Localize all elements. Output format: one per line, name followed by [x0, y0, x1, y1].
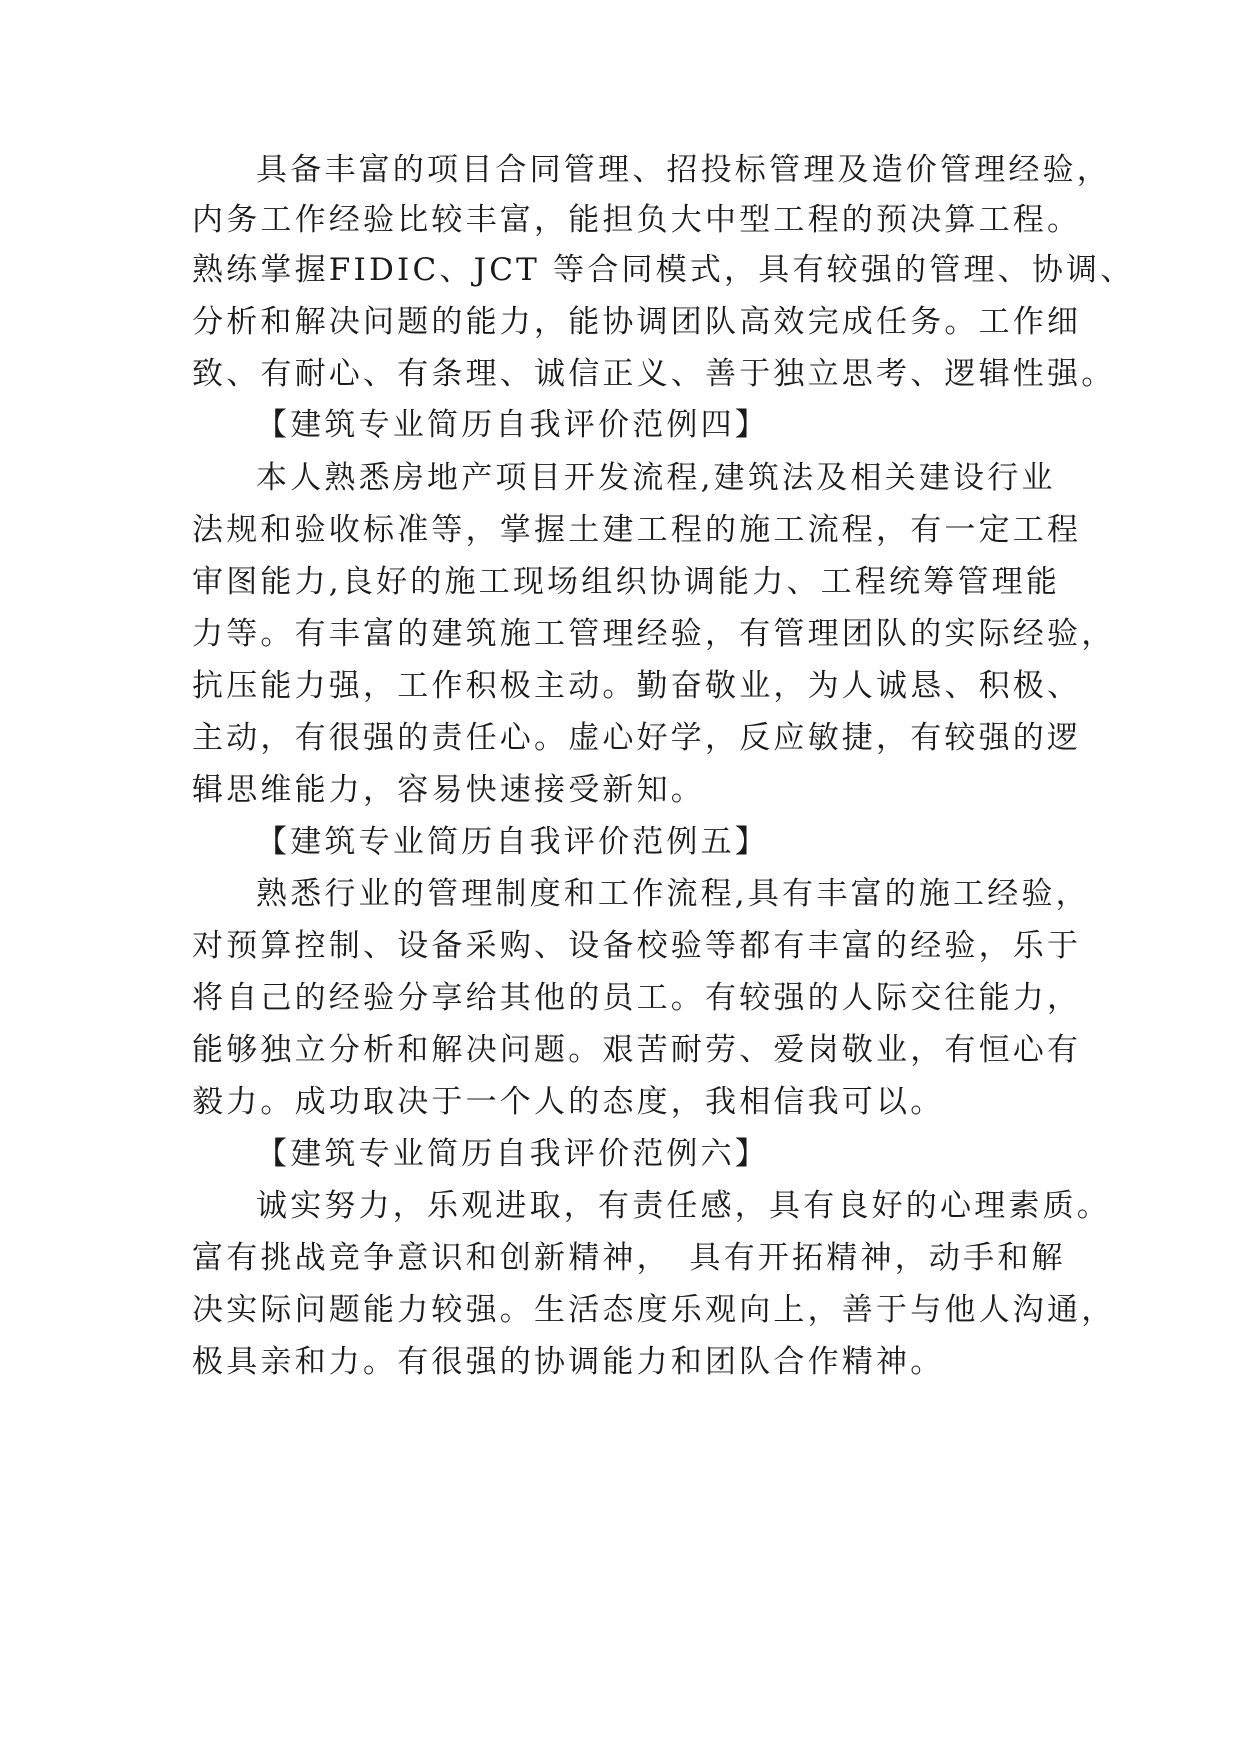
paragraph-line: 具备丰富的项目合同管理、招投标管理及造价管理经验， [256, 152, 1111, 188]
paragraph-line: 极具亲和力。有很强的协调能力和团队合作精神。 [192, 1344, 945, 1380]
section-heading: 【建筑专业简历自我评价范例六】 [256, 1136, 769, 1172]
paragraph-line: 内务工作经验比较丰富，能担负大中型工程的预决算工程。 [192, 202, 1082, 238]
paragraph-line: 致、有耐心、有条理、诚信正义、善于独立思考、逻辑性强。 [192, 356, 1116, 392]
paragraph-line: 辑思维能力，容易快速接受新知。 [192, 772, 705, 808]
paragraph-line: 毅力。成功取决于一个人的态度，我相信我可以。 [192, 1084, 945, 1120]
paragraph-line: 力等。有丰富的建筑施工管理经验，有管理团队的实际经验， [192, 616, 1116, 652]
paragraph-line: 本人熟悉房地产项目开发流程,建筑法及相关建设行业 [256, 460, 1056, 496]
paragraph-line: 熟练掌握FIDIC、JCT 等合同模式，具有较强的管理、协调、 [192, 252, 1135, 288]
paragraph-line: 富有挑战竞争意识和创新精神， 具有开拓精神，动手和解 [192, 1240, 1066, 1276]
paragraph-line: 抗压能力强，工作积极主动。勤奋敬业，为人诚恳、积极、 [192, 668, 1082, 704]
paragraph-line: 将自己的经验分享给其他的员工。有较强的人际交往能力， [192, 980, 1082, 1016]
paragraph-line: 分析和解决问题的能力，能协调团队高效完成任务。工作细 [192, 304, 1082, 340]
paragraph-line: 决实际问题能力较强。生活态度乐观向上，善于与他人沟通， [192, 1292, 1116, 1328]
paragraph-line: 诚实努力，乐观进取，有责任感，具有良好的心理素质。 [256, 1188, 1111, 1224]
paragraph-line: 对预算控制、设备采购、设备校验等都有丰富的经验，乐于 [192, 928, 1082, 964]
section-heading: 【建筑专业简历自我评价范例四】 [256, 407, 769, 443]
paragraph-line: 熟悉行业的管理制度和工作流程,具有丰富的施工经验， [256, 876, 1090, 912]
paragraph-line: 主动，有很强的责任心。虚心好学，反应敏捷，有较强的逻 [192, 720, 1082, 756]
paragraph-line: 能够独立分析和解决问题。艰苦耐劳、爱岗敬业，有恒心有 [192, 1032, 1082, 1068]
paragraph-line: 法规和验收标准等，掌握土建工程的施工流程，有一定工程 [192, 512, 1082, 548]
section-heading: 【建筑专业简历自我评价范例五】 [256, 824, 769, 860]
paragraph-line: 审图能力,良好的施工现场组织协调能力、工程统筹管理能 [192, 564, 1061, 600]
